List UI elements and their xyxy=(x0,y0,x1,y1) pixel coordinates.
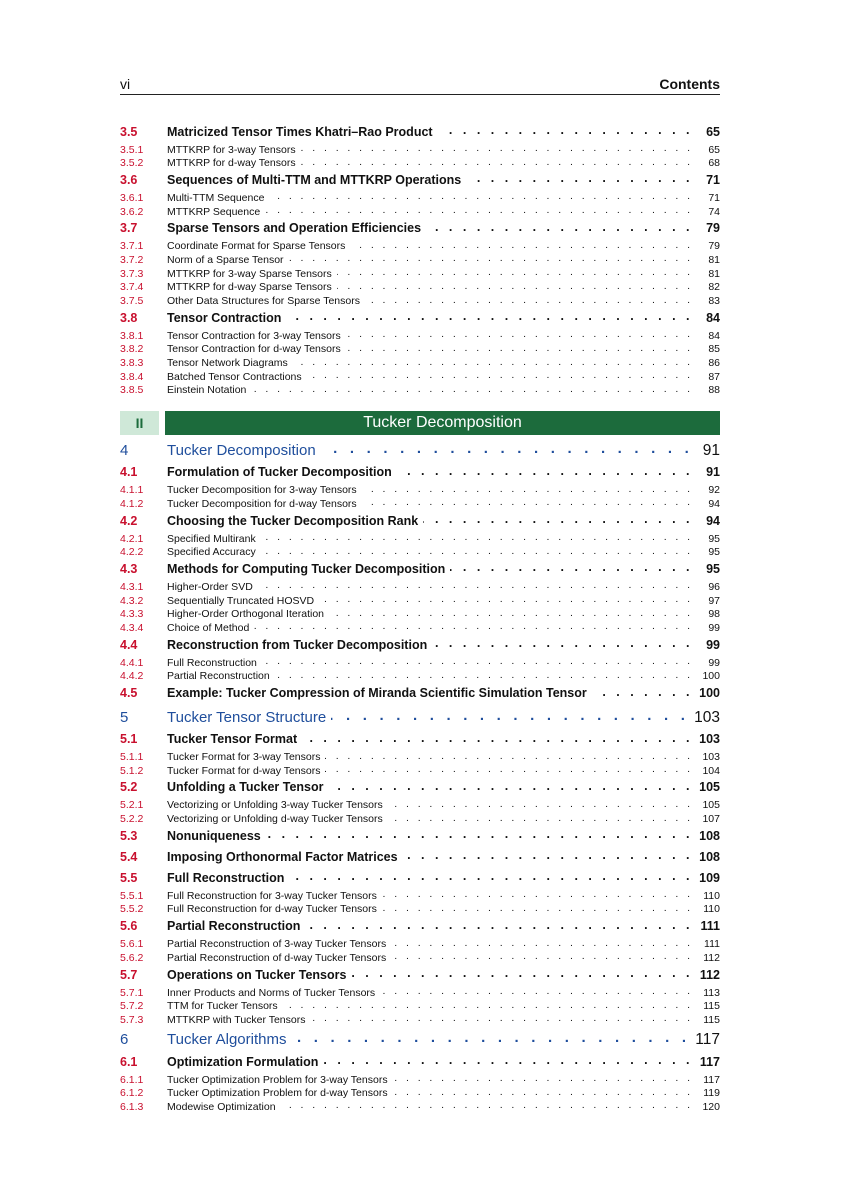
toc-subsection-title: Tucker Decomposition for 3-way Tensors xyxy=(167,484,357,497)
toc-subsection-entry[interactable] xyxy=(120,545,720,559)
toc-subsection-title: MTTKRP Sequence xyxy=(167,205,261,218)
dot-leader xyxy=(289,869,693,882)
header-page-number: vi xyxy=(120,76,131,92)
dot-leader xyxy=(426,220,693,233)
toc-chapter-title: Tucker Algorithms xyxy=(167,1031,287,1049)
toc-subsection-number: 6.1.2 xyxy=(120,1087,144,1100)
dot-leader xyxy=(258,579,693,590)
toc-subsection-number: 4.4.1 xyxy=(120,656,144,669)
toc-subsection-entry[interactable] xyxy=(120,750,720,764)
toc-page-number: 94 xyxy=(708,497,720,510)
toc-section-number: 3.5 xyxy=(120,124,138,139)
toc-page-number: 84 xyxy=(706,310,720,325)
toc-subsection-title: Tensor Network Diagrams xyxy=(167,357,288,370)
toc-subsection-title: Specified Multirank xyxy=(167,532,256,545)
dot-leader xyxy=(337,280,693,291)
toc-subsection-entry[interactable] xyxy=(120,280,720,294)
toc-page-number: 103 xyxy=(702,751,720,763)
toc-section-number: 3.6 xyxy=(120,172,138,187)
toc-section-entry[interactable] xyxy=(120,918,720,937)
toc-page-number: 117 xyxy=(699,1054,720,1069)
dot-leader xyxy=(266,827,693,840)
toc-chapter-title: Tucker Tensor Structure xyxy=(167,708,327,726)
toc-subsection-title: Partial Reconstruction xyxy=(167,670,270,683)
dot-leader xyxy=(362,496,693,507)
toc-page-number: 117 xyxy=(695,1031,720,1049)
toc-subsection-number: 3.7.5 xyxy=(120,295,144,307)
toc-section-number: 4.5 xyxy=(120,686,138,700)
toc-section-title: Nonuniqueness xyxy=(167,828,261,843)
toc-subsection-entry[interactable] xyxy=(120,483,720,497)
toc-page-number: 103 xyxy=(694,708,720,726)
toc-subsection-title: MTTKRP for 3-way Sparse Tensors xyxy=(167,267,332,280)
dot-leader xyxy=(323,1053,693,1066)
toc-page-number: 92 xyxy=(708,484,720,497)
toc-page-number: 112 xyxy=(703,951,720,964)
toc-page-number: 95 xyxy=(708,532,720,545)
toc-chapter-number: 4 xyxy=(120,441,129,459)
toc-subsection-number: 3.7.1 xyxy=(120,240,144,253)
toc-page-number: 91 xyxy=(702,441,720,459)
toc-chapter-number: 5 xyxy=(120,708,129,726)
dot-leader xyxy=(302,731,693,744)
toc-subsection-entry[interactable] xyxy=(120,902,720,916)
dot-leader xyxy=(261,545,693,556)
toc-page-number: 65 xyxy=(708,143,720,156)
toc-section-number: 5.7 xyxy=(120,967,138,982)
dot-leader xyxy=(351,966,693,979)
dot-leader xyxy=(301,142,693,153)
toc-subsection-title: Tucker Format for 3-way Tensors xyxy=(167,751,321,763)
toc-page-number: 99 xyxy=(706,637,720,652)
toc-subsection-entry[interactable] xyxy=(120,620,720,634)
toc-subsection-entry[interactable] xyxy=(120,655,720,669)
dot-leader xyxy=(329,779,694,792)
toc-section-title: Example: Tucker Compression of Miranda Scientific Simulation Tensor xyxy=(167,686,587,700)
toc-subsection-number: 3.7.4 xyxy=(120,281,144,294)
toc-section-entry[interactable] xyxy=(120,220,720,239)
dot-leader xyxy=(319,593,693,604)
toc-subsection-entry[interactable] xyxy=(120,1072,720,1086)
toc-section-number: 4.1 xyxy=(120,465,138,480)
toc-page-number: 111 xyxy=(704,938,720,951)
toc-subsection-number: 6.1.3 xyxy=(120,1100,144,1113)
dot-leader xyxy=(331,707,689,722)
dot-leader xyxy=(380,985,693,996)
dot-leader xyxy=(325,763,693,774)
toc-subsection-title: Batched Tensor Contractions xyxy=(167,370,302,383)
dot-leader xyxy=(365,294,693,305)
toc-page-number: 91 xyxy=(706,465,720,480)
toc-page-number: 88 xyxy=(708,384,720,397)
dot-leader xyxy=(251,383,693,394)
toc-page-number: 83 xyxy=(708,295,720,307)
toc-section-title: Methods for Computing Tucker Decomposition xyxy=(167,561,446,576)
toc-page-number: 107 xyxy=(702,813,720,826)
toc-subsection-number: 4.2.1 xyxy=(120,532,144,545)
toc-page-number: 100 xyxy=(699,686,720,700)
running-header xyxy=(120,76,720,95)
dot-leader xyxy=(325,750,693,761)
toc-chapter-number: 6 xyxy=(120,1031,129,1049)
toc-page-number: 95 xyxy=(706,561,720,576)
toc-page-number: 79 xyxy=(708,240,720,253)
toc-subsection-entry[interactable] xyxy=(120,328,720,342)
toc-subsection-number: 3.8.3 xyxy=(120,357,144,370)
toc-page-number: 79 xyxy=(706,221,720,236)
toc-subsection-number: 5.7.3 xyxy=(120,1013,144,1026)
toc-section-title: Sequences of Multi-TTM and MTTKRP Operations xyxy=(167,172,462,187)
toc-section-number: 4.4 xyxy=(120,637,138,652)
toc-subsection-number: 5.6.1 xyxy=(120,938,144,951)
toc-subsection-title: Partial Reconstruction of 3-way Tucker Tensors xyxy=(167,938,387,951)
toc-subsection-number: 5.5.1 xyxy=(120,889,144,902)
dot-leader xyxy=(265,204,693,215)
toc-page-number: 87 xyxy=(708,370,720,383)
toc-page-number: 115 xyxy=(703,1000,720,1013)
dot-leader xyxy=(432,636,693,649)
toc-page-number: 104 xyxy=(702,764,720,777)
toc-page-number: 71 xyxy=(708,191,720,204)
toc-subsection-entry[interactable] xyxy=(120,294,720,308)
toc-subsection-entry[interactable] xyxy=(120,888,720,902)
toc-page-number: 117 xyxy=(703,1073,720,1086)
toc-section-title: Unfolding a Tucker Tensor xyxy=(167,780,324,795)
toc-page-number: 65 xyxy=(706,124,720,139)
toc-page-number: 120 xyxy=(702,1100,720,1113)
toc-section-entry[interactable] xyxy=(120,869,720,888)
table-of-contents xyxy=(120,121,720,1113)
toc-subsection-entry[interactable] xyxy=(120,950,720,964)
toc-subsection-number: 4.1.1 xyxy=(120,484,144,497)
toc-subsection-title: Tucker Optimization Problem for 3-way Tensors xyxy=(167,1073,388,1086)
dot-leader xyxy=(592,685,693,698)
toc-section-title: Tucker Tensor Format xyxy=(167,732,298,746)
toc-subsection-title: Tucker Optimization Problem for d-way Tensors xyxy=(167,1087,388,1100)
toc-section-entry[interactable] xyxy=(120,685,720,704)
toc-subsection-entry[interactable] xyxy=(120,763,720,777)
toc-section-number: 6.1 xyxy=(120,1054,138,1069)
toc-subsection-title: Einstein Notation xyxy=(167,384,247,397)
toc-chapter-entry[interactable] xyxy=(120,707,720,729)
toc-subsection-title: Tensor Contraction for d-way Tensors xyxy=(167,343,341,356)
toc-subsection-title: Tucker Format for d-way Tensors xyxy=(167,764,321,777)
dot-leader xyxy=(450,560,693,573)
toc-subsection-entry[interactable] xyxy=(120,812,720,826)
toc-section-entry[interactable] xyxy=(120,123,720,142)
toc-subsection-number: 5.7.2 xyxy=(120,1000,144,1013)
toc-subsection-entry[interactable] xyxy=(120,342,720,356)
toc-section-number: 5.1 xyxy=(120,732,138,746)
toc-subsection-number: 5.7.1 xyxy=(120,986,144,999)
toc-section-title: Sparse Tensors and Operation Efficiencies xyxy=(167,221,422,236)
toc-subsection-number: 3.8.4 xyxy=(120,370,144,383)
toc-section-title: Formulation of Tucker Decomposition xyxy=(167,465,392,480)
toc-subsection-number: 5.5.2 xyxy=(120,903,144,916)
toc-page-number: 74 xyxy=(708,205,720,218)
header-title: Contents xyxy=(659,76,720,92)
dot-leader xyxy=(438,123,693,136)
toc-section-title: Partial Reconstruction xyxy=(167,919,301,934)
toc-subsection-number: 3.7.3 xyxy=(120,267,144,280)
toc-subsection-title: Modewise Optimization xyxy=(167,1100,276,1113)
dot-leader xyxy=(346,328,693,339)
toc-section-number: 5.6 xyxy=(120,919,138,934)
toc-section-title: Full Reconstruction xyxy=(167,870,285,885)
toc-page-number: 82 xyxy=(708,281,720,294)
part-title: Tucker Decomposition xyxy=(165,411,720,435)
dot-leader xyxy=(293,356,693,367)
toc-subsection-entry[interactable] xyxy=(120,1086,720,1100)
toc-subsection-number: 3.6.2 xyxy=(120,205,144,218)
toc-subsection-number: 4.2.2 xyxy=(120,546,144,559)
toc-subsection-entry[interactable] xyxy=(120,496,720,510)
toc-subsection-entry[interactable] xyxy=(120,142,720,156)
toc-page-number: 71 xyxy=(706,172,720,187)
toc-subsection-title: Full Reconstruction for d-way Tucker Tensors xyxy=(167,903,377,916)
toc-subsection-entry[interactable] xyxy=(120,156,720,170)
toc-subsection-number: 5.2.2 xyxy=(120,813,144,826)
toc-section-number: 3.8 xyxy=(120,310,138,325)
toc-section-title: Optimization Formulation xyxy=(167,1054,319,1069)
toc-subsection-title: Inner Products and Norms of Tucker Tensors xyxy=(167,986,376,999)
dot-leader xyxy=(281,1099,693,1110)
toc-subsection-entry[interactable] xyxy=(120,383,720,397)
toc-section-entry[interactable] xyxy=(120,636,720,655)
toc-subsection-entry[interactable] xyxy=(120,190,720,204)
toc-subsection-entry[interactable] xyxy=(120,369,720,383)
toc-subsection-number: 3.7.2 xyxy=(120,253,144,266)
toc-subsection-entry[interactable] xyxy=(120,937,720,951)
toc-section-entry[interactable] xyxy=(120,848,720,867)
dot-leader xyxy=(350,239,693,250)
toc-section-number: 5.3 xyxy=(120,828,138,843)
toc-page-number: 113 xyxy=(703,986,720,999)
dot-leader xyxy=(262,655,693,666)
toc-page-number: 100 xyxy=(702,670,720,683)
toc-section-entry[interactable] xyxy=(120,731,720,750)
toc-section-entry[interactable] xyxy=(120,779,720,798)
toc-page-number: 109 xyxy=(699,870,720,885)
toc-subsection-entry[interactable] xyxy=(120,593,720,607)
toc-subsection-number: 4.1.2 xyxy=(120,497,144,510)
dot-leader xyxy=(254,620,693,631)
toc-subsection-title: Vectorizing or Unfolding d-way Tucker Tensors xyxy=(167,813,383,826)
toc-subsection-entry[interactable] xyxy=(120,356,720,370)
toc-section-entry[interactable] xyxy=(120,309,720,328)
toc-chapter-title: Tucker Decomposition xyxy=(167,441,316,459)
toc-page-number: 111 xyxy=(700,919,720,934)
toc-subsection-title: Full Reconstruction for 3-way Tucker Tensors xyxy=(167,889,377,902)
toc-subsection-number: 4.3.1 xyxy=(120,580,144,593)
toc-page-number: 94 xyxy=(706,513,720,528)
toc-section-title: Operations on Tucker Tensors xyxy=(167,967,347,982)
toc-subsection-entry[interactable] xyxy=(120,204,720,218)
dot-leader xyxy=(289,252,693,263)
dot-leader xyxy=(346,342,693,353)
dot-leader xyxy=(466,171,693,184)
toc-page-number: 84 xyxy=(708,329,720,342)
toc-section-number: 4.2 xyxy=(120,513,138,528)
toc-page-number: 112 xyxy=(699,967,720,982)
dot-leader xyxy=(269,190,693,201)
toc-subsection-entry[interactable] xyxy=(120,999,720,1013)
toc-subsection-title: Coordinate Format for Sparse Tensors xyxy=(167,240,346,253)
dot-leader xyxy=(321,440,693,455)
dot-leader xyxy=(393,1072,693,1083)
toc-subsection-entry[interactable] xyxy=(120,252,720,266)
toc-section-number: 5.5 xyxy=(120,870,138,885)
dot-leader xyxy=(382,888,693,899)
toc-subsection-number: 5.6.2 xyxy=(120,951,144,964)
toc-subsection-number: 4.4.2 xyxy=(120,670,144,683)
toc-subsection-title: MTTKRP for 3-way Tensors xyxy=(167,143,296,156)
dot-leader xyxy=(310,1012,693,1023)
toc-section-entry[interactable] xyxy=(120,966,720,985)
toc-subsection-number: 5.2.1 xyxy=(120,799,144,812)
toc-subsection-entry[interactable] xyxy=(120,1012,720,1026)
toc-subsection-number: 4.3.4 xyxy=(120,621,144,634)
toc-subsection-number: 6.1.1 xyxy=(120,1073,144,1086)
toc-page-number: 98 xyxy=(708,608,720,621)
dot-leader xyxy=(301,156,693,167)
dot-leader xyxy=(391,937,693,948)
dot-leader xyxy=(391,950,693,961)
toc-section-title: Matricized Tensor Times Khatri–Rao Product xyxy=(167,124,433,139)
dot-leader xyxy=(388,798,693,809)
toc-subsection-title: TTM for Tucker Tensors xyxy=(167,1000,278,1013)
toc-chapter-entry[interactable] xyxy=(120,1029,720,1051)
toc-page-number: 85 xyxy=(708,343,720,356)
toc-subsection-entry[interactable] xyxy=(120,607,720,621)
toc-page-number: 97 xyxy=(708,594,720,607)
toc-section-number: 5.2 xyxy=(120,780,138,795)
toc-subsection-entry[interactable] xyxy=(120,985,720,999)
toc-page-number: 108 xyxy=(699,828,720,843)
toc-subsection-number: 5.1.1 xyxy=(120,751,144,763)
dot-leader xyxy=(403,848,693,861)
toc-subsection-title: Specified Accuracy xyxy=(167,546,256,559)
dot-leader xyxy=(307,369,693,380)
toc-section-entry[interactable] xyxy=(120,512,720,531)
toc-page-number: 81 xyxy=(708,253,720,266)
toc-subsection-title: Other Data Structures for Sparse Tensors xyxy=(167,295,360,307)
toc-subsection-number: 3.8.2 xyxy=(120,343,144,356)
toc-section-title: Choosing the Tucker Decomposition Rank xyxy=(167,513,419,528)
toc-subsection-entry[interactable] xyxy=(120,798,720,812)
toc-subsection-number: 3.8.5 xyxy=(120,384,144,397)
dot-leader xyxy=(275,669,693,680)
toc-section-entry[interactable] xyxy=(120,464,720,483)
toc-subsection-title: MTTKRP for d-way Tensors xyxy=(167,157,296,170)
part-banner xyxy=(120,411,720,435)
toc-subsection-entry[interactable] xyxy=(120,266,720,280)
toc-subsection-title: Vectorizing or Unfolding 3-way Tucker Tensors xyxy=(167,799,383,812)
dot-leader xyxy=(329,607,693,618)
dot-leader xyxy=(261,531,693,542)
dot-leader xyxy=(283,999,693,1010)
dot-leader xyxy=(305,918,693,931)
dot-leader xyxy=(423,512,693,525)
dot-leader xyxy=(397,464,693,477)
toc-subsection-title: Tensor Contraction for 3-way Tensors xyxy=(167,329,341,342)
toc-section-title: Reconstruction from Tucker Decomposition xyxy=(167,637,428,652)
toc-subsection-number: 3.8.1 xyxy=(120,329,144,342)
toc-subsection-title: Partial Reconstruction of d-way Tucker Tensors xyxy=(167,951,387,964)
toc-page-number: 108 xyxy=(699,849,720,864)
toc-subsection-entry[interactable] xyxy=(120,1099,720,1113)
toc-page-number: 105 xyxy=(702,799,720,812)
toc-subsection-title: Choice of Method xyxy=(167,621,250,634)
part-number: II xyxy=(120,411,159,435)
toc-section-number: 5.4 xyxy=(120,849,138,864)
toc-subsection-number: 5.1.2 xyxy=(120,764,144,777)
toc-section-number: 3.7 xyxy=(120,221,138,236)
toc-page-number: 95 xyxy=(708,546,720,559)
toc-subsection-title: Full Reconstruction xyxy=(167,656,257,669)
toc-subsection-title: Higher-Order Orthogonal Iteration xyxy=(167,608,324,621)
toc-subsection-title: Tucker Decomposition for d-way Tensors xyxy=(167,497,357,510)
toc-subsection-title: MTTKRP with Tucker Tensors xyxy=(167,1013,306,1026)
toc-subsection-title: Multi-TTM Sequence xyxy=(167,191,265,204)
toc-page-number: 103 xyxy=(699,732,720,746)
toc-page-number: 86 xyxy=(708,357,720,370)
toc-section-entry[interactable] xyxy=(120,171,720,190)
toc-page-number: 99 xyxy=(708,621,720,634)
dot-leader xyxy=(393,1086,693,1097)
toc-page-number: 105 xyxy=(699,780,720,795)
dot-leader xyxy=(291,1029,690,1044)
toc-page-number: 110 xyxy=(703,889,720,902)
toc-subsection-entry[interactable] xyxy=(120,579,720,593)
toc-subsection-title: MTTKRP for d-way Sparse Tensors xyxy=(167,281,332,294)
toc-chapter-entry[interactable] xyxy=(120,440,720,462)
toc-subsection-entry[interactable] xyxy=(120,531,720,545)
toc-page-number: 115 xyxy=(703,1013,720,1026)
dot-leader xyxy=(337,266,693,277)
toc-subsection-title: Norm of a Sparse Tensor xyxy=(167,253,284,266)
toc-page-number: 68 xyxy=(708,157,720,170)
toc-section-number: 4.3 xyxy=(120,561,138,576)
toc-page-number: 96 xyxy=(708,580,720,593)
toc-section-entry[interactable] xyxy=(120,827,720,846)
toc-section-entry[interactable] xyxy=(120,560,720,579)
toc-subsection-entry[interactable] xyxy=(120,239,720,253)
dot-leader xyxy=(362,483,693,494)
dot-leader xyxy=(286,309,693,322)
toc-section-entry[interactable] xyxy=(120,1053,720,1072)
toc-section-title: Imposing Orthonormal Factor Matrices xyxy=(167,849,398,864)
toc-subsection-number: 4.3.3 xyxy=(120,608,144,621)
toc-page-number: 81 xyxy=(708,267,720,280)
toc-subsection-title: Sequentially Truncated HOSVD xyxy=(167,594,315,607)
toc-page-number: 119 xyxy=(703,1087,720,1100)
toc-subsection-entry[interactable] xyxy=(120,669,720,683)
toc-page-number: 99 xyxy=(708,656,720,669)
toc-subsection-number: 3.6.1 xyxy=(120,191,144,204)
toc-subsection-number: 3.5.1 xyxy=(120,143,144,156)
dot-leader xyxy=(382,902,693,913)
dot-leader xyxy=(388,812,693,823)
toc-subsection-number: 4.3.2 xyxy=(120,594,144,607)
toc-section-title: Tensor Contraction xyxy=(167,310,282,325)
toc-subsection-number: 3.5.2 xyxy=(120,157,144,170)
toc-subsection-title: Higher-Order SVD xyxy=(167,580,253,593)
toc-page-number: 110 xyxy=(703,903,720,916)
